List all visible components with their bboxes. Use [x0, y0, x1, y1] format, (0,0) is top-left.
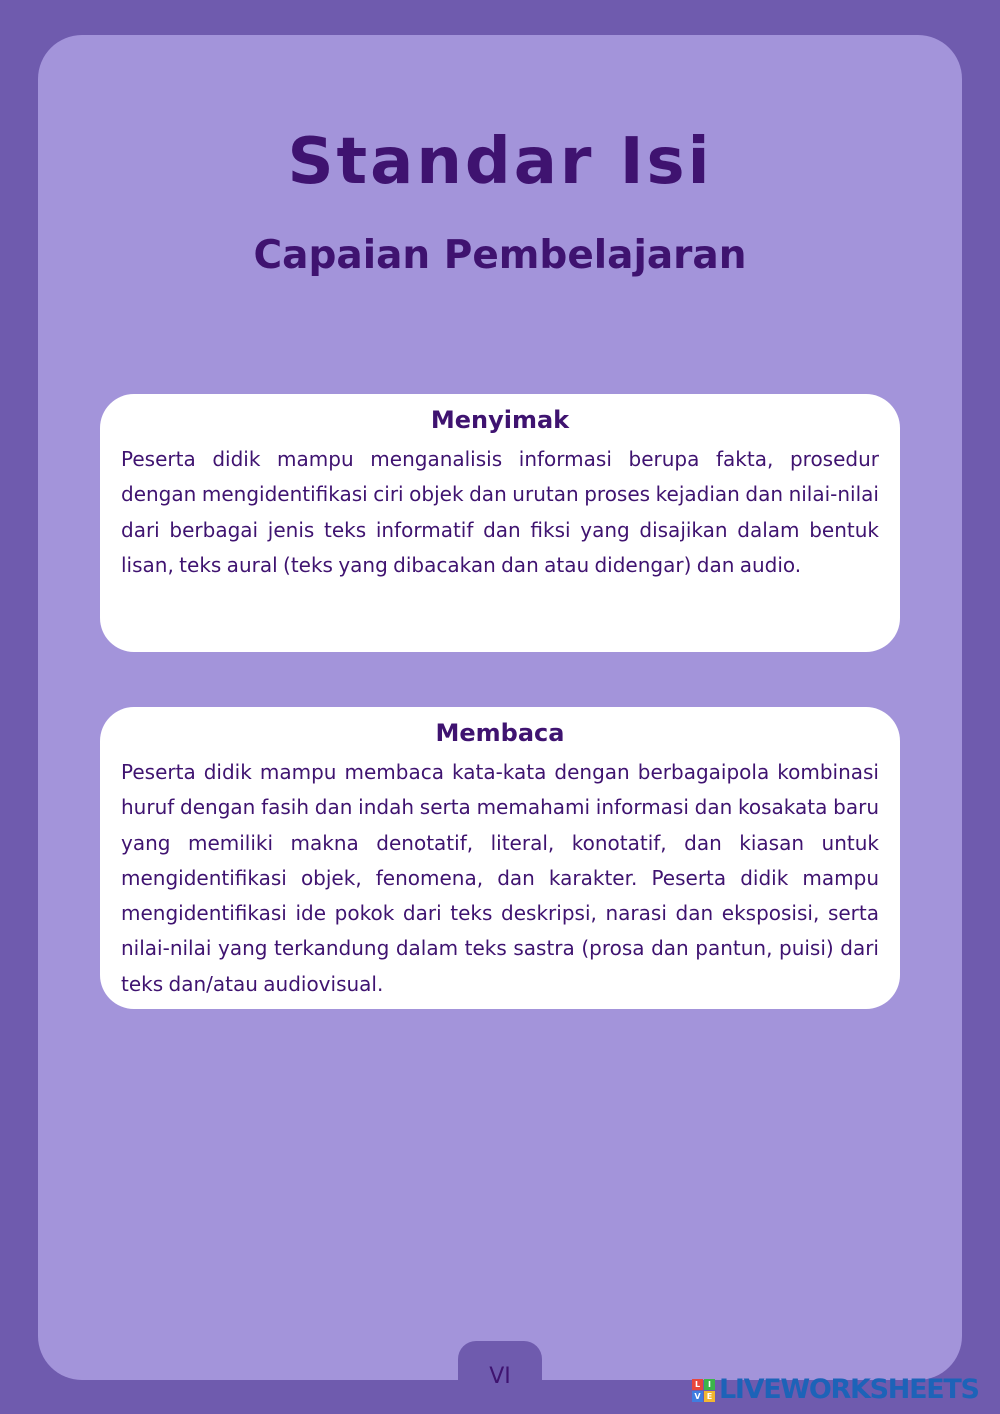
logo-letter-l: L: [692, 1379, 703, 1390]
liveworksheets-logo-icon: [692, 1379, 715, 1402]
section-body-menyimak: Peserta didik mampu menganalisis informasi berupa fakta, prosedur dengan mengidentifikasi ciri objek dan urutan proses kejadian dan nilai-nilai dari berbagai jenis teks informatif dan fiksi yang disajikan dalam bentuk lisan, teks aural (teks yang dibacakan dan atau didengar) dan audio.: [121, 447, 879, 577]
section-heading-membaca: Membaca: [435, 719, 565, 747]
page-title: Standar Isi: [287, 125, 713, 199]
section-heading-menyimak: Menyimak: [430, 406, 570, 434]
section-card-menyimak: [100, 394, 900, 652]
liveworksheets-watermark: [692, 1376, 979, 1404]
watermark-text: LIVEWORKSHEETS: [719, 1374, 979, 1405]
logo-letter-i: I: [704, 1379, 715, 1390]
section-body-membaca: Peserta didik mampu membaca kata-kata dengan berbagaipola kombinasi huruf dengan fasih dan indah serta memahami informasi dan kosakata baru yang memiliki makna denotatif, literal, konotatif, dan kiasan untuk mengidentifikasi objek, fenomena, dan karakter. Peserta didik mampu mengidentifikasi ide pokok dari teks deskripsi, narasi dan eksposisi, serta nilai-nilai yang terkandung dalam teks sastra (prosa dan pantun, puisi) dari teks dan/atau audiovisual.: [121, 760, 879, 996]
section-card-membaca: [100, 707, 900, 1009]
page-subtitle: Capaian Pembelajaran: [253, 233, 747, 278]
page-number: VI: [458, 1341, 542, 1414]
logo-letter-e: E: [704, 1391, 715, 1402]
logo-letter-v: V: [692, 1391, 703, 1402]
